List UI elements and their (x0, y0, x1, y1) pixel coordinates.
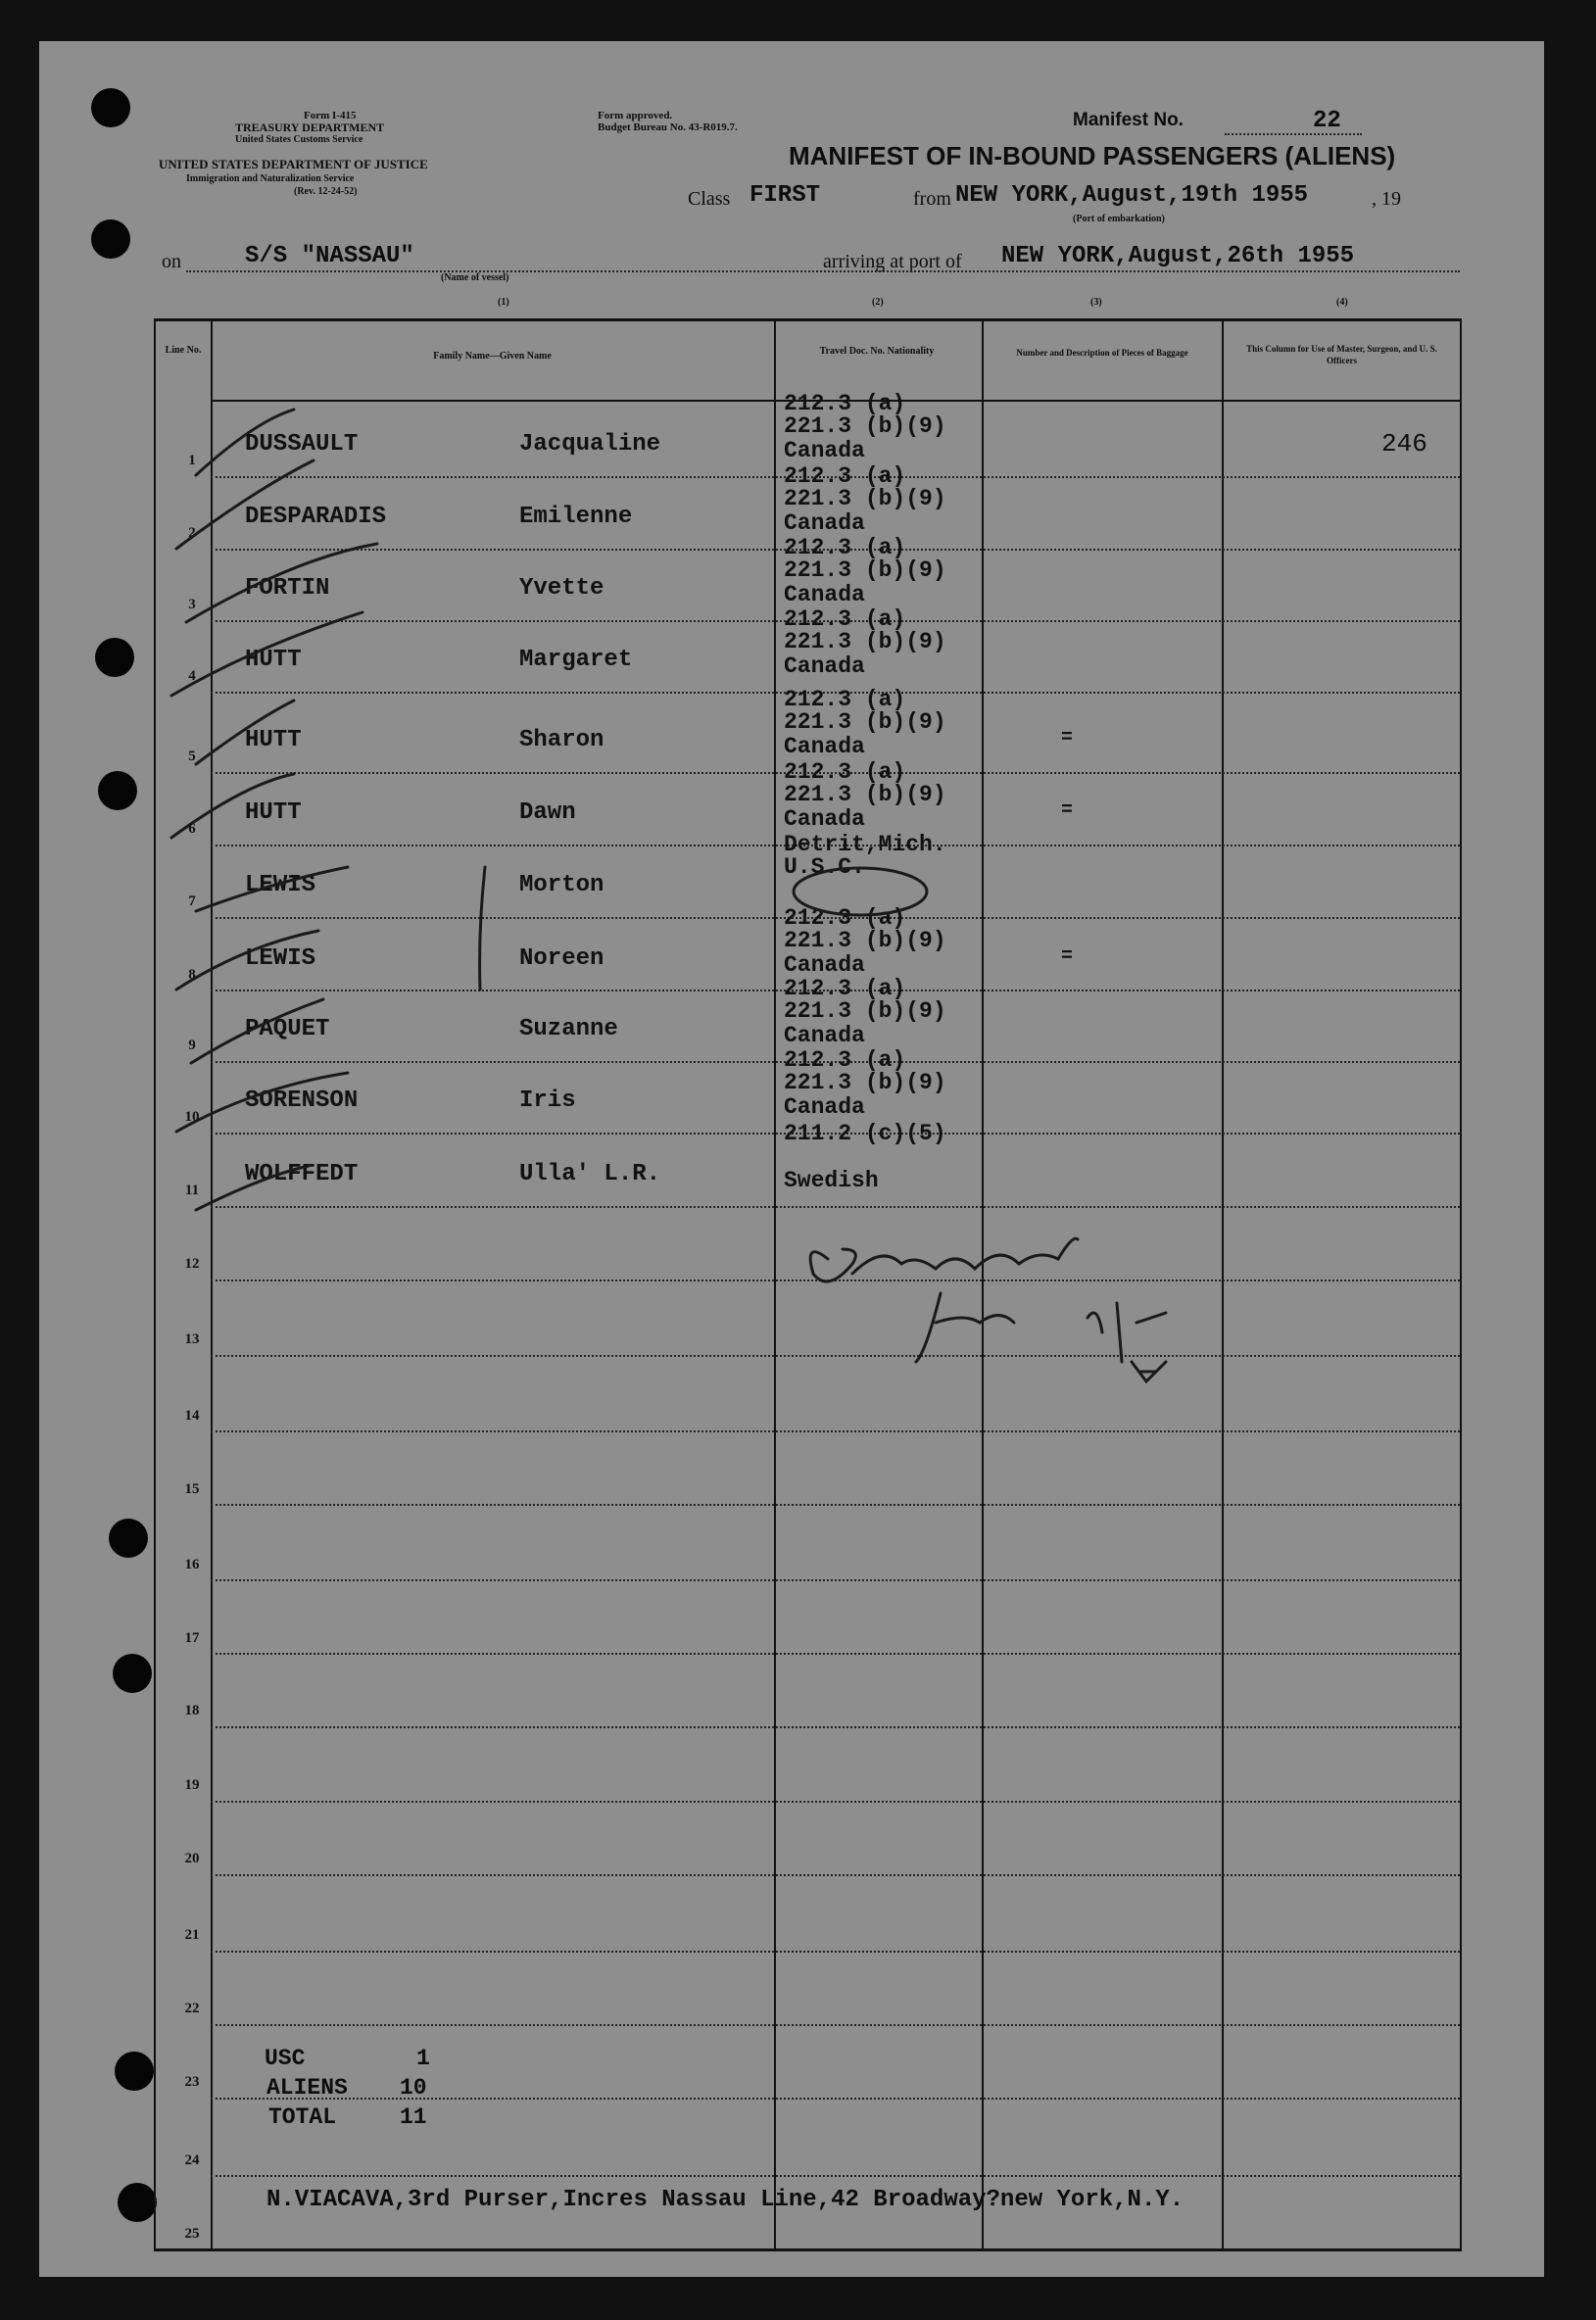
family-name: HUTT (245, 647, 302, 673)
line-number: 16 (184, 1557, 200, 1572)
line-number: 21 (184, 1927, 200, 1943)
form-approved: Form approved. (598, 110, 673, 121)
line-number: 3 (188, 597, 196, 612)
header-line-no: Line No. (165, 345, 202, 356)
family-name: SORENSON (245, 1088, 359, 1114)
line-number: 24 (184, 2152, 200, 2168)
family-name: DESPARADIS (245, 504, 387, 530)
col-num-1: (1) (498, 297, 509, 308)
arrival-value: NEW YORK,August,26th 1955 (1001, 243, 1355, 269)
given-name: Yvette (519, 575, 605, 602)
total-aliens-label: ALIENS (266, 2075, 348, 2101)
travel-doc-line-1: 212.3 (a) (784, 606, 906, 632)
total-total-value: 11 (400, 2104, 427, 2130)
total-aliens-value: 10 (400, 2075, 427, 2101)
family-name: HUTT (245, 799, 302, 826)
line-number: 15 (184, 1481, 200, 1497)
nationality: Canada (784, 510, 865, 536)
travel-doc-line-1: 212.3 (a) (784, 535, 906, 560)
line-number: 13 (184, 1331, 200, 1347)
col-num-2: (2) (872, 297, 884, 308)
header-officers: This Column for Use of Master, Surgeon, and U. S. Officers (1246, 344, 1437, 365)
given-name: Jacqualine (519, 431, 661, 458)
nationality: Canada (784, 1023, 865, 1048)
travel-doc-line-1: 212.3 (a) (784, 759, 906, 785)
nationality: Canada (784, 734, 865, 759)
header-travel-doc: Travel Doc. No. Nationality (819, 346, 935, 357)
travel-doc-line-1: 212.3 (a) (784, 1047, 906, 1073)
ins-service: Immigration and Naturalization Service (186, 173, 355, 184)
line-number: 11 (184, 1183, 200, 1198)
given-name: Suzanne (519, 1016, 618, 1042)
travel-doc-line-1: 211.2 (c)(5) (784, 1121, 946, 1146)
family-name: HUTT (245, 727, 302, 753)
family-name: WOLFFEDT (245, 1161, 359, 1187)
line-number: 5 (188, 749, 196, 764)
travel-doc-line-2: 221.3 (b)(9) (784, 709, 946, 735)
line-number: 25 (184, 2226, 200, 2242)
line-number: 23 (184, 2074, 200, 2090)
baggage: = (1061, 799, 1074, 822)
total-total-label: TOTAL (268, 2104, 337, 2130)
given-name: Sharon (519, 727, 605, 753)
nationality: Canada (784, 582, 865, 607)
treasury-dept: TREASURY DEPARTMENT (235, 121, 385, 134)
nationality: Canada (784, 806, 865, 832)
total-usc-value: 1 (416, 2046, 430, 2071)
header-baggage: Number and Description of Pieces of Baggage (1016, 348, 1188, 358)
year-suffix: , 19 (1372, 188, 1401, 210)
manifest-no-label: Manifest No. (1073, 110, 1184, 130)
vessel-name: S/S "NASSAU" (245, 243, 414, 269)
travel-doc-line-2: 221.3 (b)(9) (784, 1070, 946, 1095)
line-number: 8 (188, 967, 196, 983)
given-name: Emilenne (519, 504, 633, 530)
customs-service: United States Customs Service (235, 134, 363, 145)
line-number: 22 (184, 2001, 200, 2016)
baggage: = (1061, 945, 1074, 968)
line-number: 14 (184, 1408, 200, 1424)
line-number: 1 (188, 453, 196, 468)
nationality: Canada (784, 438, 865, 463)
line-number: 9 (188, 1038, 196, 1053)
line-number: 20 (184, 1851, 200, 1866)
on-label: on (162, 251, 181, 272)
nationality: Canada (784, 1094, 865, 1120)
travel-doc-line-1: 212.3 (a) (784, 976, 906, 1001)
col-num-4: (4) (1336, 297, 1348, 308)
family-name: LEWIS (245, 872, 316, 898)
justice-dept: UNITED STATES DEPARTMENT OF JUSTICE (159, 157, 428, 171)
travel-doc-line-2: 221.3 (b)(9) (784, 629, 946, 654)
line-number: 19 (184, 1777, 200, 1793)
line-number: 12 (184, 1256, 200, 1272)
nationality: Swedish (784, 1168, 879, 1193)
vessel-note: (Name of vessel) (441, 272, 509, 283)
travel-doc-line-2: 221.3 (b)(9) (784, 557, 946, 583)
travel-doc-line-1: 212.3 (a) (784, 687, 906, 712)
given-name: Noreen (519, 945, 605, 972)
travel-doc-line-2: 221.3 (b)(9) (784, 486, 946, 511)
nationality: Canada (784, 653, 865, 679)
travel-doc-line-1: 212.3 (a) (784, 463, 906, 489)
budget-bureau: Budget Bureau No. 43-R019.7. (598, 121, 738, 133)
manifest-title: MANIFEST OF IN-BOUND PASSENGERS (ALIENS) (789, 141, 1396, 170)
line-number: 4 (188, 668, 196, 684)
given-name: Iris (519, 1088, 576, 1114)
family-name: DUSSAULT (245, 431, 359, 458)
header-name: Family Name—Given Name (433, 351, 552, 362)
travel-doc-line-1: 212.3 (a) (784, 905, 906, 931)
travel-doc-line-2: U.S.C. (784, 854, 865, 880)
line-number: 18 (184, 1703, 200, 1718)
line-number: 2 (188, 525, 196, 541)
line-number: 10 (184, 1109, 200, 1125)
manifest-no-value: 22 (1313, 108, 1341, 134)
arriving-label: arriving at port of (823, 251, 962, 272)
col-num-3: (3) (1090, 297, 1102, 308)
line-number: 17 (184, 1630, 200, 1646)
travel-doc-line-2: 221.3 (b)(9) (784, 998, 946, 1024)
from-label: from (913, 188, 951, 210)
given-name: Morton (519, 872, 605, 898)
total-usc-label: USC (265, 2046, 306, 2071)
given-name: Ulla' L.R. (519, 1161, 661, 1187)
travel-doc-line-2: 221.3 (b)(9) (784, 413, 946, 439)
form-number: Form I-415 (304, 110, 357, 121)
given-name: Dawn (519, 799, 576, 826)
line-number: 6 (188, 821, 196, 837)
travel-doc-line-1: Detrit,Mich. (784, 832, 946, 857)
form-revision: (Rev. 12-24-52) (294, 186, 358, 197)
officer-note: 246 (1381, 429, 1427, 459)
family-name: LEWIS (245, 945, 316, 972)
given-name: Margaret (519, 647, 633, 673)
purser-line: N.VIACAVA,3rd Purser,Incres Nassau Line,42 Broadway?new York,N.Y. (266, 2187, 1185, 2213)
travel-doc-line-1: 212.3 (a) (784, 391, 906, 416)
port-embarkation-note: (Port of embarkation) (1073, 214, 1165, 224)
class-value: FIRST (750, 182, 821, 209)
baggage: = (1061, 727, 1074, 749)
line-number: 7 (188, 894, 196, 909)
nationality: Canada (784, 952, 865, 978)
embarkation-value: NEW YORK,August,19th 1955 (955, 182, 1309, 209)
travel-doc-line-2: 221.3 (b)(9) (784, 782, 946, 807)
family-name: FORTIN (245, 575, 330, 602)
family-name: PAQUET (245, 1016, 330, 1042)
class-label: Class (688, 188, 731, 210)
travel-doc-line-2: 221.3 (b)(9) (784, 928, 946, 953)
